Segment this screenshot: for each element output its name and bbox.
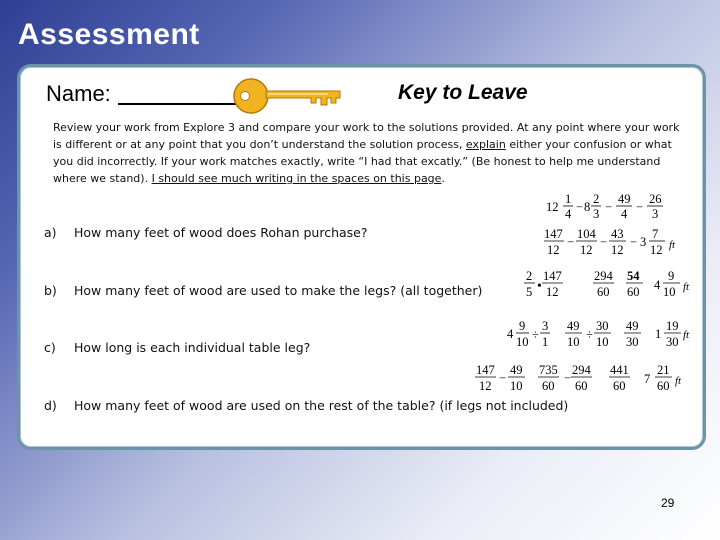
sol-a-den-2: 3	[593, 207, 600, 221]
sol-d-den-2: 10	[510, 379, 523, 393]
question-letter: c)	[44, 340, 56, 355]
sol-b-den-1: 5	[526, 285, 533, 299]
question-text: How long is each individual table leg?	[74, 340, 311, 355]
sol-a-num-4: 26	[649, 192, 662, 206]
question-text: How many feet of wood are used to make the legs? (all together)	[74, 283, 483, 298]
sol-c-den-6: 30	[666, 335, 679, 349]
sol-a-whole-1: 12	[546, 200, 559, 214]
sol-b-den-5: 10	[663, 285, 676, 299]
sol-d-num-5: 441	[610, 363, 629, 377]
sol-d-den-3: 60	[542, 379, 555, 393]
sol-c-num-3: 49	[567, 319, 580, 333]
sol-b-num-2: 147	[543, 269, 562, 283]
sol-c-num-1: 9	[519, 319, 526, 333]
instructions	[53, 119, 683, 187]
question-text: How many feet of wood does Rohan purchase?	[74, 225, 368, 240]
solution-b	[523, 268, 698, 306]
sol-a2-whole: 3	[640, 235, 647, 249]
instructions-explain: explain	[465, 138, 506, 151]
question-c	[44, 340, 310, 355]
sol-b-num-1: 2	[526, 269, 533, 283]
sol-a2-den-4: 12	[650, 243, 663, 257]
key-icon	[232, 76, 344, 116]
sol-a-whole-2: 8	[584, 200, 591, 214]
sol-a2-den-1: 12	[547, 243, 560, 257]
sol-c-den-5: 30	[626, 335, 639, 349]
sol-c-num-6: 19	[666, 319, 679, 333]
question-d	[44, 398, 568, 413]
sol-d-op-1: −	[499, 371, 507, 385]
solution-a	[544, 191, 694, 261]
sol-a-num-1: 1	[565, 192, 572, 206]
sol-a2-op-2: −	[600, 235, 608, 249]
sol-b-den-2: 12	[546, 285, 559, 299]
sol-a-op-3: −	[636, 200, 644, 214]
sol-c-den-1: 10	[516, 335, 529, 349]
sol-a-unit: ft	[669, 239, 676, 251]
sol-a2-num-1: 147	[544, 227, 563, 241]
sol-a-den-3: 4	[621, 207, 628, 221]
question-letter: a)	[44, 225, 57, 240]
sol-d-den-6: 60	[657, 379, 670, 393]
question-text: How many feet of wood are used on the rest of the table? (if legs not included)	[74, 398, 569, 413]
name-blank-line	[118, 103, 250, 105]
question-letter: b)	[44, 283, 57, 298]
sol-d-whole: 7	[644, 372, 651, 386]
sol-a-den-4: 3	[652, 207, 659, 221]
sol-c-num-4: 30	[596, 319, 609, 333]
sol-d-unit: ft	[675, 375, 682, 387]
page-number: 29	[661, 496, 675, 510]
sol-d-num-1: 147	[476, 363, 495, 377]
slide-title: Assessment	[18, 18, 200, 51]
sol-c-unit: ft	[683, 329, 690, 341]
sol-d-den-5: 60	[613, 379, 626, 393]
sol-c-den-2: 1	[542, 335, 549, 349]
sol-d-op-2: −	[564, 371, 572, 385]
sol-a2-num-2: 104	[577, 227, 596, 241]
key-to-leave-title: Key to Leave	[398, 81, 528, 104]
sol-b-unit: ft	[683, 281, 690, 293]
sol-c-op-2: ÷	[586, 328, 593, 342]
sol-c-op-1: ÷	[532, 328, 539, 342]
sol-a-num-3: 49	[618, 192, 631, 206]
sol-d-num-4: 294	[572, 363, 591, 377]
instructions-text-1: Review your work from Explore 3 and compare your work to the solutions provided. At any point where your work is different or at any point that you don’t understand the solution process,	[53, 121, 680, 151]
sol-a2-op-3: −	[630, 235, 638, 249]
sol-a-op-2: −	[605, 200, 613, 214]
sol-c-num-2: 3	[542, 319, 549, 333]
sol-d-num-2: 49	[510, 363, 523, 377]
sol-b-den-3: 60	[597, 285, 610, 299]
sol-c-den-4: 10	[596, 335, 609, 349]
sol-a2-num-4: 7	[652, 227, 659, 241]
assessment-card	[17, 64, 706, 450]
sol-c-num-5: 49	[626, 319, 639, 333]
sol-b-num-3: 294	[594, 269, 613, 283]
sol-d-num-6: 21	[657, 363, 670, 377]
sol-a-den-1: 4	[565, 207, 572, 221]
name-label: Name:	[46, 81, 111, 106]
question-b	[44, 283, 482, 298]
sol-c-whole: 4	[507, 327, 514, 341]
sol-a2-den-2: 12	[580, 243, 593, 257]
solution-c	[505, 319, 695, 357]
sol-b-num-4: 54	[627, 269, 640, 283]
sol-d-den-1: 12	[479, 379, 492, 393]
sol-a-num-2: 2	[593, 192, 600, 206]
sol-d-den-4: 60	[575, 379, 588, 393]
sol-b-num-5: 9	[668, 269, 675, 283]
sol-a2-den-3: 12	[611, 243, 624, 257]
instructions-end: .	[441, 172, 445, 185]
sol-a2-num-3: 43	[611, 227, 624, 241]
sol-a-op-1: −	[576, 200, 584, 214]
sol-d-num-3: 735	[539, 363, 558, 377]
instructions-underlined: I should see much writing in the spaces on this page	[151, 172, 442, 185]
sol-c-den-3: 10	[567, 335, 580, 349]
sol-b-op: •	[537, 279, 542, 294]
sol-b-whole: 4	[654, 278, 661, 292]
sol-c-whole-2: 1	[655, 327, 662, 341]
question-a	[44, 225, 368, 240]
solution-d	[475, 362, 695, 400]
sol-b-den-4: 60	[627, 285, 640, 299]
sol-a2-op-1: −	[567, 235, 575, 249]
instructions-text-2: either your confusion or what you did incorrectly. If your work matches exactly, write “I had that excatly.” (Be honest to help me understand where we stand).	[53, 138, 672, 185]
question-letter: d)	[44, 398, 57, 413]
